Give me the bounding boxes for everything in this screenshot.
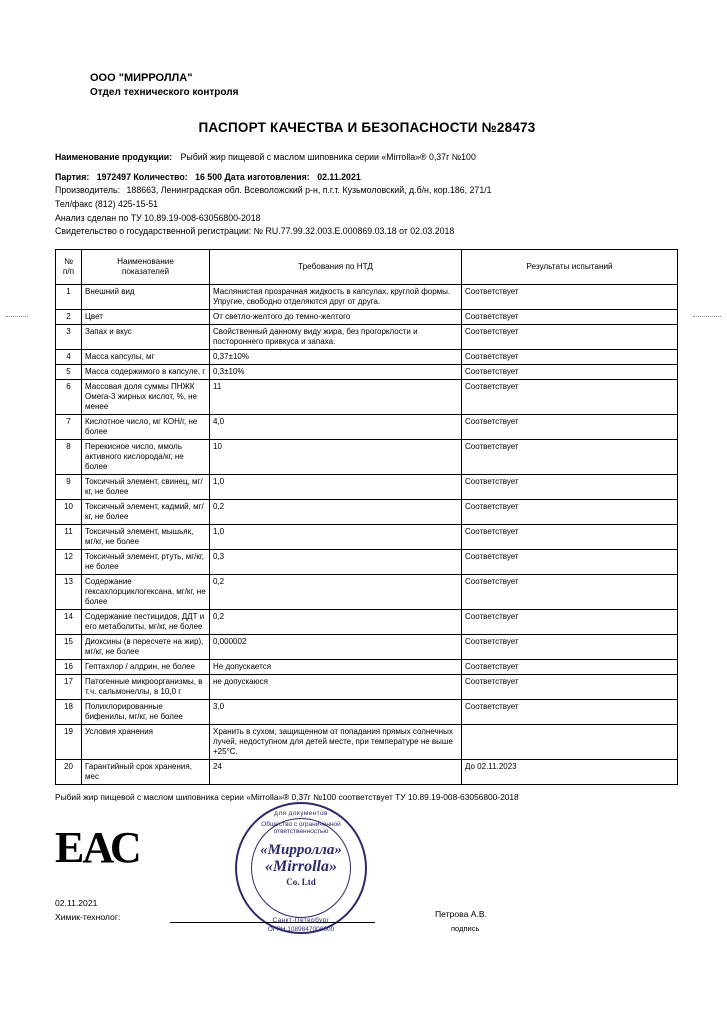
cell-number: 8 [56,439,82,474]
table-body [56,284,678,784]
th-number-line2: п/п [62,266,75,276]
document-title: ПАСПОРТ КАЧЕСТВА И БЕЗОПАСНОСТИ №28473 [198,120,536,135]
table-row [56,574,678,609]
batch-value: 1972497 [96,171,131,182]
table-row [56,724,678,759]
cell-indicator-name: Диоксины (в пересчете на жир), мг/кг, не более [82,634,210,659]
eac-mark: ЕАС [55,822,140,872]
cell-result: Соответствует [462,324,678,349]
quantity-value: 16 500 [195,171,222,182]
cell-number: 14 [56,609,82,634]
meta-phone: Тел/факс (812) 425-15-51 [55,198,159,209]
signer-name: Петрова А.В. [435,908,488,919]
stamp-name-ru: «Мирролла» [260,841,342,858]
table-row [56,284,678,309]
signature-area [55,809,679,933]
page-edge-mark-right [693,316,721,317]
cell-requirement: 0,3±10% [210,364,462,379]
cell-number: 9 [56,474,82,499]
document-metadata [55,151,679,239]
th-number-line1: № [64,256,73,266]
table-row [56,699,678,724]
table-row [56,759,678,784]
cell-number: 7 [56,414,82,439]
cell-number: 15 [56,634,82,659]
cell-indicator-name: Масса капсулы, мг [82,349,210,364]
cell-indicator-name: Кислотное число, мг КОН/г, не более [82,414,210,439]
cell-indicator-name: Полихлорированные бифенилы, мг/кг, не более [82,699,210,724]
cell-requirement: Не допускается [210,659,462,674]
manufacturer-label: Производитель: [55,185,121,196]
table-row [56,524,678,549]
batch-label: Партия: [55,171,90,182]
cell-number: 16 [56,659,82,674]
cell-result: Соответствует [462,634,678,659]
cell-result [462,724,678,759]
meta-manufacturer-row [55,184,679,198]
cell-requirement: 0,2 [210,609,462,634]
cell-requirement: Свойственный данному виду жира, без прогорклости и постороннего привкуса и запаха. [210,324,462,349]
table-row [56,379,678,414]
mfg-date-group [224,172,360,182]
cell-indicator-name: Условия хранения [82,724,210,759]
cell-result: Соответствует [462,549,678,574]
stamp-bottom-line2: ОГРН 1089847000000 [267,925,335,933]
cell-number: 13 [56,574,82,609]
cell-requirement: 1,0 [210,474,462,499]
table-row [56,439,678,474]
department-name: Отдел технического контроля [90,87,239,98]
stamp-coltd: Co. Ltd [286,876,316,887]
table-row [56,349,678,364]
cell-indicator-name: Содержание пестицидов, ДДТ и его метаболиты, мг/кг, не более [82,609,210,634]
cell-indicator-name: Содержание гексахлорциклогексана, мг/кг, не более [82,574,210,609]
table-row [56,659,678,674]
cell-indicator-name: Масса содержимого в капсуле, г [82,364,210,379]
cell-result: Соответствует [462,609,678,634]
cell-number: 20 [56,759,82,784]
table-row [56,474,678,499]
cell-requirement: не допускаюся [210,674,462,699]
cell-result: Соответствует [462,524,678,549]
cell-requirement: 4,0 [210,414,462,439]
manufacturer-value: 188663, Ленинградская обл. Всеволожский р-н, п.г.т. Кузьмоловский, д.б/н, кор.186, 271/1 [126,185,492,196]
cell-requirement: 10 [210,439,462,474]
chemist-title: Химик-технолог: [55,911,121,922]
th-results: Результаты испытаний [462,249,678,284]
quantity-label: Количество: [133,171,188,182]
table-row [56,674,678,699]
cell-indicator-name: Токсичный элемент, свинец, мг/кг, не более [82,474,210,499]
cell-result: Соответствует [462,499,678,524]
meta-batch-row [55,171,679,185]
cell-requirement: Маслянистая прозрачная жидкость в капсулах, круглой формы. Упругие, свободно отделяются друг от друга. [210,284,462,309]
cell-requirement: 0,2 [210,499,462,524]
cell-result: Соответствует [462,379,678,414]
cell-indicator-name: Патогенные микроорганизмы, в т.ч. сальмонеллы, в 10,0 г [82,674,210,699]
cell-requirement: 0,2 [210,574,462,609]
cell-number: 19 [56,724,82,759]
quantity-group [133,172,224,182]
cell-indicator-name: Токсичный элемент, мышьяк, мг/кг, не более [82,524,210,549]
cell-indicator-name: Запах и вкус [82,324,210,349]
cell-number: 18 [56,699,82,724]
cell-indicator-name: Токсичный элемент, кадмий, мг/кг, не более [82,499,210,524]
cell-result: Соответствует [462,364,678,379]
table-row [56,634,678,659]
cell-number: 12 [56,549,82,574]
cell-result: Соответствует [462,284,678,309]
meta-product-row [55,151,679,165]
cell-number: 3 [56,324,82,349]
meta-analysis: Анализ сделан по ТУ 10.89.19-008-63056800-2018 [55,212,261,223]
product-value: Рыбий жир пищевой с маслом шиповника серии «Mirrolla»® 0,37г №100 [180,152,476,162]
table-row [56,364,678,379]
cell-indicator-name: Цвет [82,309,210,324]
company-name: ООО "МИРРОЛЛА" [90,72,193,84]
conformance-statement: Рыбий жир пищевой с маслом шиповника серии «Mirrolla»® 0,37г №100 соответствует ТУ 10.89.19-008-63056800-2018 [55,791,519,802]
mfg-date-value: 02.11.2021 [317,171,361,182]
page-edge-mark-left [6,316,28,317]
product-label: Наименование продукции: [55,152,173,162]
stamp-bottom-line1: Санкт-Петербург [272,916,330,924]
table-row [56,414,678,439]
cell-requirement: 24 [210,759,462,784]
cell-number: 1 [56,284,82,309]
signature-caption: подпись [451,923,480,933]
cell-indicator-name: Внешний вид [82,284,210,309]
th-name [82,249,210,284]
cell-number: 11 [56,524,82,549]
stamp-top-line2: Общество с ограниченной ответственностью [261,820,341,835]
quality-table [55,249,678,785]
cell-result: Соответствует [462,349,678,364]
cell-result: Соответствует [462,699,678,724]
stamp-center-text [251,842,351,887]
th-name-line2: показателей [121,266,170,276]
cell-number: 10 [56,499,82,524]
cell-indicator-name: Массовая доля суммы ПНЖК Омега-3 жирных кислот, %, не менее [82,379,210,414]
cell-requirement: От светло-желтого до темно-желтого [210,309,462,324]
table-row [56,609,678,634]
cell-requirement: Хранить в сухом, защищенном от попадания прямых солнечных лучей, недоступном для детей месте, при температуре не выше +25°С. [210,724,462,759]
batch-group [55,172,133,182]
cell-requirement: 1,0 [210,524,462,549]
cell-result: Соответствует [462,309,678,324]
th-number [56,249,82,284]
cell-number: 5 [56,364,82,379]
cell-number: 4 [56,349,82,364]
cell-result: Соответствует [462,414,678,439]
th-requirements: Требования по НТД [210,249,462,284]
signature-rule [170,922,375,923]
cell-result: Соответствует [462,674,678,699]
cell-requirement: 3,0 [210,699,462,724]
cell-indicator-name: Гарантийный срок хранения, мес [82,759,210,784]
stamp-name-en: «Mirrolla» [264,858,337,876]
cell-requirement: 0,000002 [210,634,462,659]
cell-number: 2 [56,309,82,324]
table-row [56,309,678,324]
cell-result: Соответствует [462,574,678,609]
stamp-top-line1: для документов [274,809,328,817]
meta-registration: Свидетельство о государственной регистрации: № RU.77.99.32.003.Е.000869.03.18 от 02.03.2018 [55,226,455,237]
cell-result: Соответствует [462,659,678,674]
signature-date: 02.11.2021 [55,897,98,908]
cell-requirement: 0,3 [210,549,462,574]
cell-requirement: 11 [210,379,462,414]
table-header-row [56,249,678,284]
cell-indicator-name: Гептахлор / алдрин, не более [82,659,210,674]
table-row [56,549,678,574]
cell-number: 6 [56,379,82,414]
cell-result: Соответствует [462,474,678,499]
table-row [56,499,678,524]
th-name-line1: Наименование [117,256,174,266]
cell-number: 17 [56,674,82,699]
cell-result: До 02.11.2023 [462,759,678,784]
company-stamp [235,802,367,934]
cell-indicator-name: Перекисное число, ммоль активного кислорода/кг, не более [82,439,210,474]
mfg-date-label: Дата изготовления: [224,171,310,182]
cell-result: Соответствует [462,439,678,474]
cell-requirement: 0,37±10% [210,349,462,364]
cell-indicator-name: Токсичный элемент, ртуть, мг/кг, не более [82,549,210,574]
table-row [56,324,678,349]
